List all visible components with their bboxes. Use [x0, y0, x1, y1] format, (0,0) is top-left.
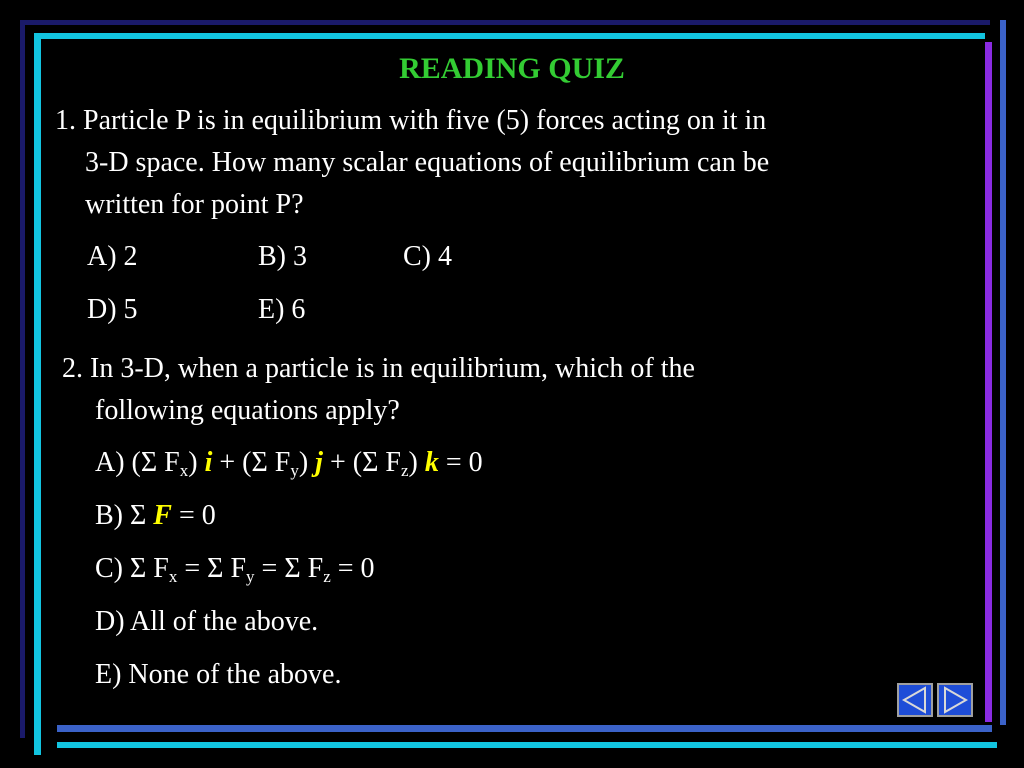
next-slide-button[interactable]	[937, 683, 973, 717]
q2-option-b: B) Σ F = 0	[95, 500, 216, 531]
question-1-line-1: 1. Particle P is in equilibrium with five (5) forces acting on it in	[55, 105, 767, 136]
question-2-line-2: following equations apply?	[95, 395, 400, 426]
frame-left-bar-cyan	[34, 33, 41, 755]
q2-option-a: A) (Σ $F_x$) i + (Σ $F_y$) j + (Σ $F_z$) k = 0	[95, 447, 483, 480]
unit-vector-i: i	[204, 447, 213, 478]
force-vector-F: F	[153, 500, 172, 531]
frame-top-bar-cyan	[35, 33, 985, 39]
triangle-right-icon	[939, 685, 971, 715]
q1-option-d: D) 5	[87, 294, 138, 325]
q2-option-c: C) Σ $F_x = \Sigma$ $F_y = \Sigma$ $F_z = 0$	[95, 553, 375, 586]
q1-option-b: B) 3	[258, 241, 307, 272]
question-1-line-2: 3-D space. How many scalar equations of equilibrium can be	[85, 147, 770, 178]
q1-option-c: C) 4	[403, 241, 452, 272]
frame-top-bar-dark	[20, 20, 990, 25]
previous-slide-button[interactable]	[897, 683, 933, 717]
q2-option-e: E) None of the above.	[95, 659, 342, 690]
question-1	[55, 100, 769, 226]
triangle-left-icon	[899, 685, 931, 715]
slide-title: READING QUIZ	[399, 52, 625, 85]
question-2	[62, 348, 695, 432]
unit-vector-k: k	[424, 447, 439, 478]
q1-option-a: A) 2	[87, 241, 138, 272]
question-2-line-1: 2. In 3-D, when a particle is in equilibrium, which of the	[62, 353, 695, 384]
frame-bottom-bar-cyan	[57, 742, 997, 748]
frame-right-bar-blue	[1000, 20, 1006, 725]
frame-left-bar-dark	[20, 20, 25, 738]
q1-option-e: E) 6	[258, 294, 306, 325]
frame-right-bar-purple	[985, 42, 992, 722]
unit-vector-j: j	[315, 447, 323, 478]
frame-bottom-bar-blue	[57, 725, 992, 732]
question-1-line-3: written for point P?	[85, 189, 304, 220]
q2-option-d: D) All of the above.	[95, 606, 319, 637]
